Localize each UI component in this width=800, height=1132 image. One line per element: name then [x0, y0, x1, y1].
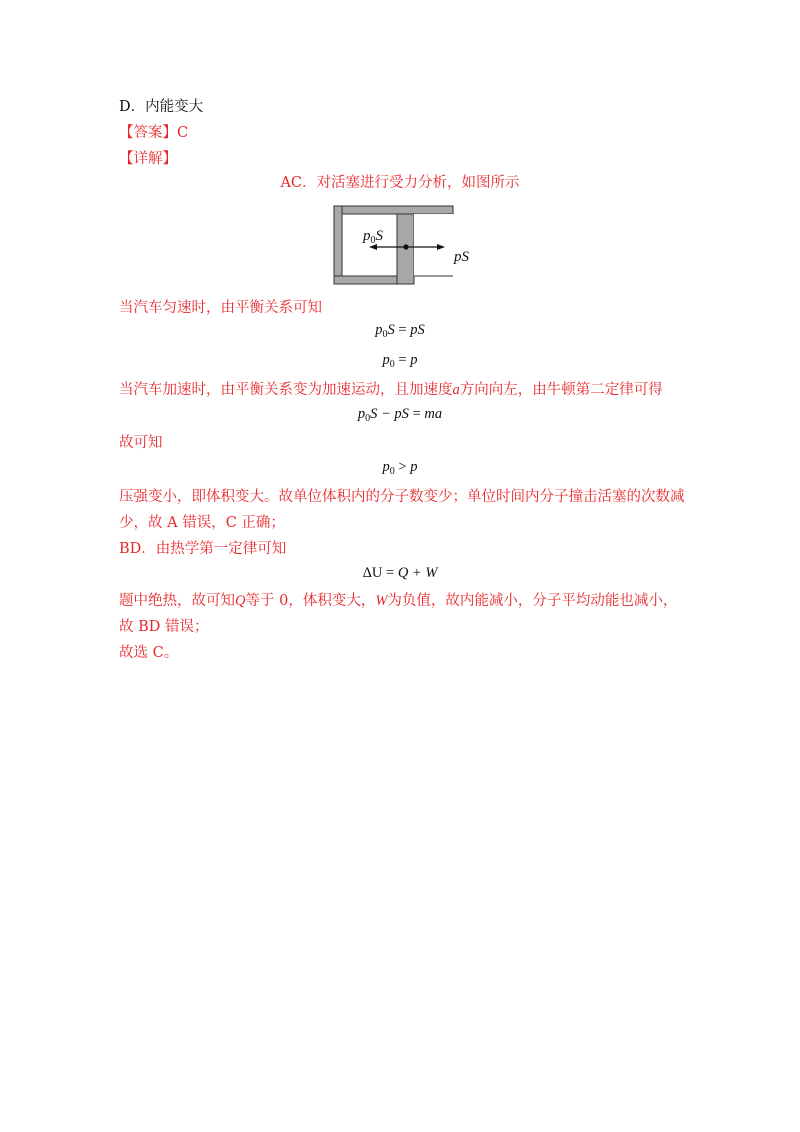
uniform-text: 当汽车匀速时，由平衡关系可知: [119, 300, 322, 316]
accel-text: 当汽车加速时，由平衡关系变为加速运动，且加速度a方向向左，由牛顿第二定律可得: [119, 382, 663, 398]
hence-text: 故可知: [119, 435, 163, 451]
equation-5: ΔU = Q + W: [362, 565, 438, 581]
piston-force-diagram: [333, 204, 469, 286]
pressure-text-1: 压强变小，即体积变大。故单位体积内的分子数变少；单位时间内分子撞击活塞的次数减: [119, 489, 685, 505]
ac-heading: AC．对活塞进行受力分析，如图所示: [280, 175, 520, 191]
adiabatic-text: 题中绝热，故可知Q等于 0，体积变大，W为负值，故内能减小，分子平均动能也减小，: [119, 593, 678, 609]
bd-wrong-text: 故 BD 错误；: [119, 619, 209, 635]
conclusion-text: 故选 C。: [119, 645, 179, 661]
equation-1: $p_0S$ = pS: [375, 322, 425, 340]
option-d: D．内能变大: [119, 99, 204, 115]
right-force-label: pS: [454, 249, 469, 265]
pressure-text-2: 少，故 A 错误，C 正确；: [119, 515, 285, 531]
equation-3: $p_0S$ − pS = ma: [357, 406, 443, 424]
bd-heading: BD．由热学第一定律可知: [119, 541, 287, 557]
equation-4: $p_0 > p$: [382, 459, 418, 477]
left-force-label: $p_0S$: [363, 228, 383, 246]
center-point: [403, 244, 408, 249]
equation-2: $p_0 = p$: [382, 352, 418, 370]
explanation-label: 【详解】: [119, 151, 177, 167]
answer-label: 【答案】C: [119, 125, 189, 141]
